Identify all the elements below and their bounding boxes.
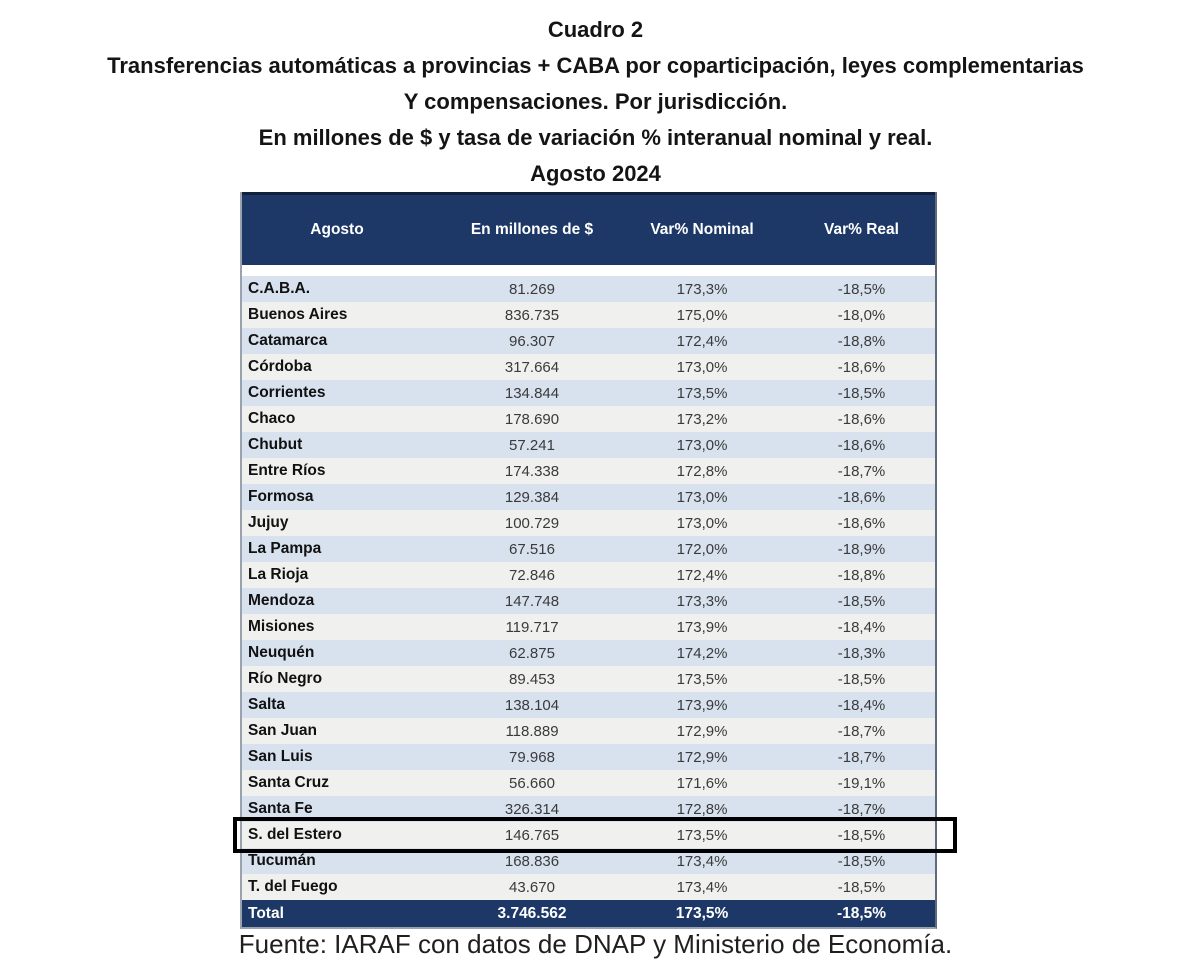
row-var-real: -18,3% [837,644,886,662]
row-jurisdiction: La Rioja [248,566,309,583]
table-row [242,744,935,770]
row-var-nominal: 173,4% [676,852,728,870]
row-var-real: -18,5% [837,384,886,402]
row-millones: 146.765 [504,826,560,844]
row-var-real: -18,5% [837,852,886,870]
table-row [242,484,935,510]
table-row [242,536,935,562]
row-var-real: -18,5% [837,280,886,298]
row-var-nominal: 172,4% [676,566,728,584]
row-millones: 56.660 [509,774,555,792]
source-note: Fuente: IARAF con datos de DNAP y Ministerio de Economía. [238,929,953,959]
row-var-nominal: 172,9% [676,722,728,740]
row-var-real: -18,6% [837,358,886,376]
row-var-nominal: 172,9% [676,748,728,766]
row-jurisdiction: Catamarca [248,332,328,349]
header-cell-var-real: Var% Real [824,221,899,238]
row-jurisdiction: Formosa [248,488,314,505]
table-row [242,718,935,744]
row-var-real: -18,5% [837,878,886,896]
row-var-real: -18,4% [837,618,886,636]
row-jurisdiction: C.A.B.A. [248,280,310,297]
row-var-real: -18,5% [837,670,886,688]
header-cell-millones: En millones de $ [470,221,594,238]
row-millones: 81.269 [509,280,555,298]
row-var-real: -19,1% [837,774,886,792]
total-var-real: -18,5% [836,904,887,922]
row-jurisdiction: Misiones [248,618,315,635]
table-row [242,848,935,874]
row-var-real: -18,4% [837,696,886,714]
table-row [242,640,935,666]
row-var-nominal: 172,4% [676,332,728,350]
title-units: En millones de $ y tasa de variación % interanual nominal y real. [258,125,933,150]
row-jurisdiction: San Luis [248,748,313,765]
row-jurisdiction: Neuquén [248,644,315,661]
row-var-nominal: 171,6% [676,774,728,792]
row-millones: 134.844 [504,384,560,402]
row-millones: 67.516 [509,540,555,558]
row-jurisdiction: Mendoza [248,592,315,609]
row-millones: 118.889 [505,722,559,740]
row-var-nominal: 172,0% [676,540,728,558]
row-millones: 89.453 [509,670,555,688]
row-millones: 147.748 [504,592,560,610]
row-var-nominal: 173,0% [676,514,728,532]
row-var-real: -18,5% [837,592,886,610]
row-var-real: -18,7% [837,800,886,818]
title-period: Agosto 2024 [530,161,661,186]
row-jurisdiction: Santa Fe [248,800,313,817]
row-var-nominal: 173,4% [676,878,728,896]
row-var-nominal: 172,8% [676,800,728,818]
table-row [242,354,935,380]
title-sub: Y compensaciones. Por jurisdicción. [403,89,788,114]
table-row [242,302,935,328]
row-millones: 57.241 [509,436,555,454]
table-row [242,432,935,458]
row-millones: 43.670 [509,878,555,896]
table-row [242,588,935,614]
row-millones: 836.735 [504,306,560,324]
row-millones: 79.968 [509,748,555,766]
table-row [242,666,935,692]
row-millones: 168.836 [504,852,560,870]
transfers-table [240,192,937,929]
title-cuadro: Cuadro 2 [547,17,644,42]
row-var-nominal: 173,3% [676,280,728,298]
row-var-real: -18,7% [837,462,886,480]
row-millones: 178.690 [504,410,560,428]
header-body-gap [242,265,935,276]
row-jurisdiction: Tucumán [248,852,316,869]
row-var-real: -18,6% [837,436,886,454]
row-jurisdiction: Entre Ríos [248,462,326,479]
row-millones: 129.384 [504,488,560,506]
table-header-row [242,192,935,265]
row-jurisdiction: Chubut [248,436,303,453]
row-millones: 317.664 [504,358,560,376]
row-var-real: -18,5% [837,826,886,844]
total-row [242,900,935,927]
table-row [242,328,935,354]
row-jurisdiction: T. del Fuego [248,878,338,895]
row-jurisdiction: Jujuy [248,514,289,531]
row-var-nominal: 174,2% [676,644,728,662]
table-row [242,822,935,848]
row-var-nominal: 172,8% [676,462,728,480]
table-row [242,614,935,640]
row-jurisdiction: Buenos Aires [248,306,348,323]
row-jurisdiction: San Juan [248,722,317,739]
row-var-real: -18,6% [837,488,886,506]
report-title-block [0,12,1191,192]
row-millones: 72.846 [509,566,555,584]
row-jurisdiction: La Pampa [248,540,322,557]
row-var-nominal: 173,5% [676,826,728,844]
row-jurisdiction: Santa Cruz [248,774,329,791]
row-var-nominal: 173,0% [676,488,728,506]
row-var-nominal: 173,9% [676,696,728,714]
row-var-real: -18,0% [837,306,886,324]
header-cell-agosto: Agosto [310,221,364,238]
row-millones: 119.717 [505,618,559,636]
table-row [242,458,935,484]
row-var-nominal: 173,0% [676,358,728,376]
row-var-nominal: 173,0% [676,436,728,454]
row-jurisdiction: Corrientes [248,384,326,401]
row-var-nominal: 173,5% [676,384,728,402]
table-row [242,796,935,822]
row-var-real: -18,7% [837,722,886,740]
row-jurisdiction: S. del Estero [248,826,342,843]
row-var-nominal: 175,0% [676,306,728,324]
row-var-real: -18,6% [837,410,886,428]
row-var-nominal: 173,9% [676,618,728,636]
table-row [242,770,935,796]
row-jurisdiction: Río Negro [248,670,323,687]
row-var-nominal: 173,5% [676,670,728,688]
table-row [242,510,935,536]
table-row [242,692,935,718]
row-var-real: -18,8% [837,566,886,584]
total-label: Total [248,904,284,922]
table-row [242,874,935,900]
row-var-real: -18,9% [837,540,886,558]
row-var-real: -18,6% [837,514,886,532]
table-row [242,276,935,302]
row-var-nominal: 173,3% [676,592,728,610]
row-millones: 100.729 [504,514,560,532]
row-millones: 62.875 [509,644,555,662]
row-millones: 96.307 [509,332,555,350]
title-main: Transferencias automáticas a provincias + CABA por coparticipación, leyes complementarias [107,53,1084,78]
row-jurisdiction: Chaco [248,410,296,427]
total-var-nominal: 173,5% [675,904,729,922]
table-body [242,276,935,900]
table-row [242,406,935,432]
row-var-real: -18,7% [837,748,886,766]
table-row [242,380,935,406]
row-millones: 326.314 [504,800,560,818]
header-cell-var-nominal: Var% Nominal [650,221,754,238]
row-millones: 174.338 [504,462,560,480]
total-millones: 3.746.562 [497,904,567,922]
table-row [242,562,935,588]
row-millones: 138.104 [504,696,560,714]
row-var-real: -18,8% [837,332,886,350]
row-jurisdiction: Salta [248,696,286,713]
row-var-nominal: 173,2% [676,410,728,428]
row-jurisdiction: Córdoba [248,358,312,375]
